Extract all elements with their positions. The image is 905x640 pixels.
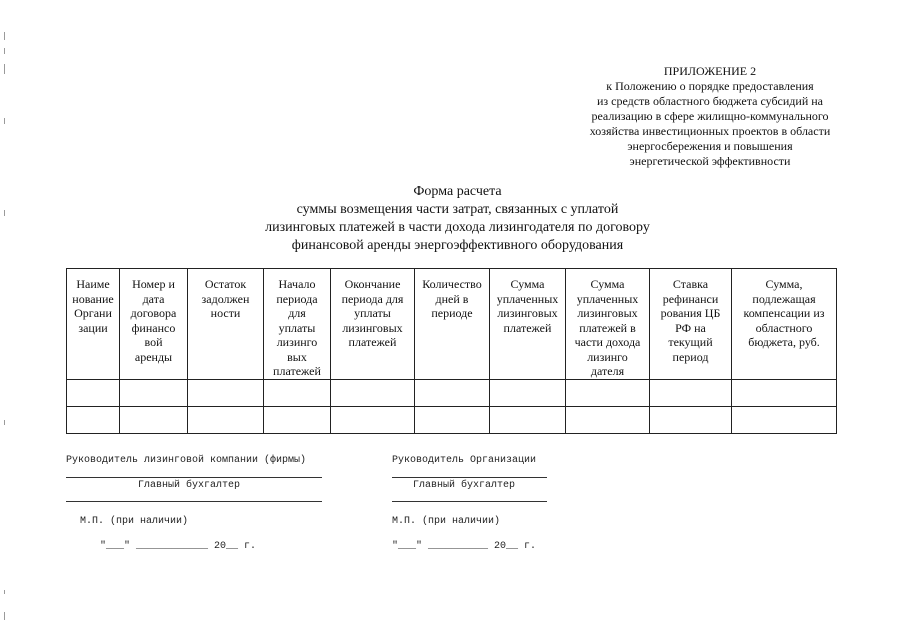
scan-mark: [4, 612, 5, 620]
column-header-line: текущий: [668, 335, 713, 349]
leasing-company-head-signature-line: [66, 477, 322, 478]
appendix-line: к Положению о порядке предоставления: [606, 79, 814, 93]
table-cell[interactable]: [331, 379, 415, 406]
table-cell[interactable]: [188, 379, 264, 406]
column-header: [120, 269, 188, 380]
table-cell[interactable]: [331, 406, 415, 433]
appendix-header: [560, 64, 860, 169]
column-header-line: областного: [755, 320, 813, 335]
column-header: [566, 269, 650, 380]
scan-mark: [4, 118, 5, 124]
column-header-line: части дохода: [574, 335, 641, 349]
column-header-line: дней в: [435, 291, 469, 306]
scan-mark: [4, 48, 5, 54]
table-cell[interactable]: [490, 406, 566, 433]
column-header-line: вой: [144, 335, 163, 349]
organization-date-field[interactable]: "___" __________ 20__ г.: [392, 541, 537, 552]
column-header-line: вых: [287, 349, 307, 364]
organization-stamp-label: М.П. (при наличии): [392, 516, 501, 527]
organization-accountant-label: Главный бухгалтер: [413, 480, 516, 491]
organization-head-signature-line: [392, 477, 547, 478]
column-header-line: подлежащая: [752, 291, 816, 306]
form-title-line: финансовой аренды энергоэффективного оборудования: [291, 238, 624, 253]
table-row: [67, 379, 837, 406]
column-header-line: Сумма,: [765, 277, 803, 291]
column-header-line: лизинго: [276, 335, 318, 349]
column-header-line: периода: [276, 291, 318, 306]
table-cell[interactable]: [490, 379, 566, 406]
column-header-line: периоде: [431, 306, 473, 320]
table-header-row: [67, 269, 837, 380]
column-header-line: платежей в: [579, 320, 636, 335]
column-header-line: нование: [72, 291, 114, 306]
column-header-line: Сумма: [510, 277, 545, 291]
appendix-line: энергетической эффективности: [629, 154, 791, 168]
column-header-line: уплаты: [354, 306, 391, 320]
column-header: [188, 269, 264, 380]
table-cell[interactable]: [415, 406, 490, 433]
appendix-line: хозяйства инвестиционных проектов в области: [589, 124, 831, 138]
column-header-line: рефинанси: [662, 291, 719, 306]
column-header-line: платежей: [503, 320, 552, 335]
appendix-title: ПРИЛОЖЕНИЕ 2: [663, 64, 757, 78]
column-header-line: задолжен: [201, 291, 250, 306]
column-header-line: аренды: [134, 349, 173, 364]
column-header-line: Сумма: [590, 277, 625, 291]
column-header-line: бюджета, руб.: [748, 335, 820, 349]
form-title: [200, 183, 715, 255]
table-cell[interactable]: [650, 379, 732, 406]
column-header: [67, 269, 120, 380]
column-header-line: Наиме: [76, 277, 110, 291]
table-cell[interactable]: [650, 406, 732, 433]
column-header-line: периода для: [341, 291, 404, 306]
table-cell[interactable]: [120, 406, 188, 433]
calculation-table: [66, 268, 837, 434]
table-cell[interactable]: [566, 379, 650, 406]
column-header: [732, 269, 837, 380]
column-header-line: лизинговых: [577, 306, 638, 320]
column-header-line: компенсации из: [743, 306, 825, 320]
column-header-line: лизинговых: [342, 320, 403, 335]
column-header-line: Номер и: [132, 277, 175, 291]
leasing-company-date-field[interactable]: "___" ____________ 20__ г.: [100, 541, 257, 552]
column-header-line: уплаты: [278, 320, 316, 335]
column-header: [490, 269, 566, 380]
leasing-company-stamp-label: М.П. (при наличии): [80, 516, 189, 527]
column-header-line: уплаченных: [496, 291, 559, 306]
column-header-line: договора: [130, 306, 177, 320]
form-title-line: Форма расчета: [413, 184, 502, 199]
table-cell[interactable]: [264, 379, 331, 406]
column-header-line: Остаток: [204, 277, 247, 291]
column-header-line: Ставка: [672, 277, 709, 291]
column-header-line: для: [288, 306, 306, 320]
column-header-line: период: [672, 349, 709, 364]
column-header: [650, 269, 732, 380]
column-header-line: Количество: [422, 277, 482, 291]
column-header-line: уплаченных: [576, 291, 639, 306]
column-header-line: платежей: [348, 335, 397, 349]
column-header-line: дата: [142, 291, 165, 306]
column-header-line: РФ на: [675, 320, 706, 335]
column-header-line: лизинго: [587, 349, 628, 364]
table-cell[interactable]: [188, 406, 264, 433]
organization-accountant-signature-line: [392, 501, 547, 502]
column-header: [331, 269, 415, 380]
column-header-line: платежей: [273, 364, 321, 378]
column-header-line: дателя: [590, 364, 625, 378]
appendix-line: из средств областного бюджета субсидий на: [596, 94, 824, 108]
column-header: [264, 269, 331, 380]
table-cell[interactable]: [732, 379, 837, 406]
table-cell[interactable]: [415, 379, 490, 406]
table-cell[interactable]: [732, 406, 837, 433]
column-header-line: рования ЦБ: [660, 306, 721, 320]
column-header-line: зации: [78, 320, 108, 335]
appendix-line: энергосбережения и повышения: [627, 139, 793, 153]
table-cell[interactable]: [264, 406, 331, 433]
column-header-line: ности: [210, 306, 241, 320]
column-header-line: лизинговых: [497, 306, 558, 320]
scan-mark: [4, 210, 5, 216]
organization-head-label: Руководитель Организации: [392, 455, 537, 466]
scan-mark: [4, 420, 5, 425]
leasing-company-head-label: Руководитель лизинговой компании (фирмы): [66, 455, 307, 466]
scan-mark: [4, 32, 5, 40]
form-title-line: суммы возмещения части затрат, связанных с уплатой: [296, 202, 619, 217]
column-header-line: Начало: [278, 277, 316, 291]
table-cell[interactable]: [67, 379, 120, 406]
column-header-line: финансо: [131, 320, 176, 335]
form-title-line: лизинговых платежей в части дохода лизингодателя по договору: [265, 220, 650, 235]
leasing-company-accountant-label: Главный бухгалтер: [138, 480, 241, 491]
table-row: [67, 406, 837, 433]
scan-mark: [4, 64, 5, 74]
column-header-line: Органи: [74, 306, 112, 320]
leasing-company-accountant-signature-line: [66, 501, 322, 502]
column-header-line: Окончание: [344, 277, 401, 291]
table-cell[interactable]: [120, 379, 188, 406]
appendix-line: реализацию в сфере жилищно-коммунального: [591, 109, 829, 123]
table-cell[interactable]: [566, 406, 650, 433]
scan-mark: [4, 590, 5, 594]
column-header: [415, 269, 490, 380]
table-cell[interactable]: [67, 406, 120, 433]
